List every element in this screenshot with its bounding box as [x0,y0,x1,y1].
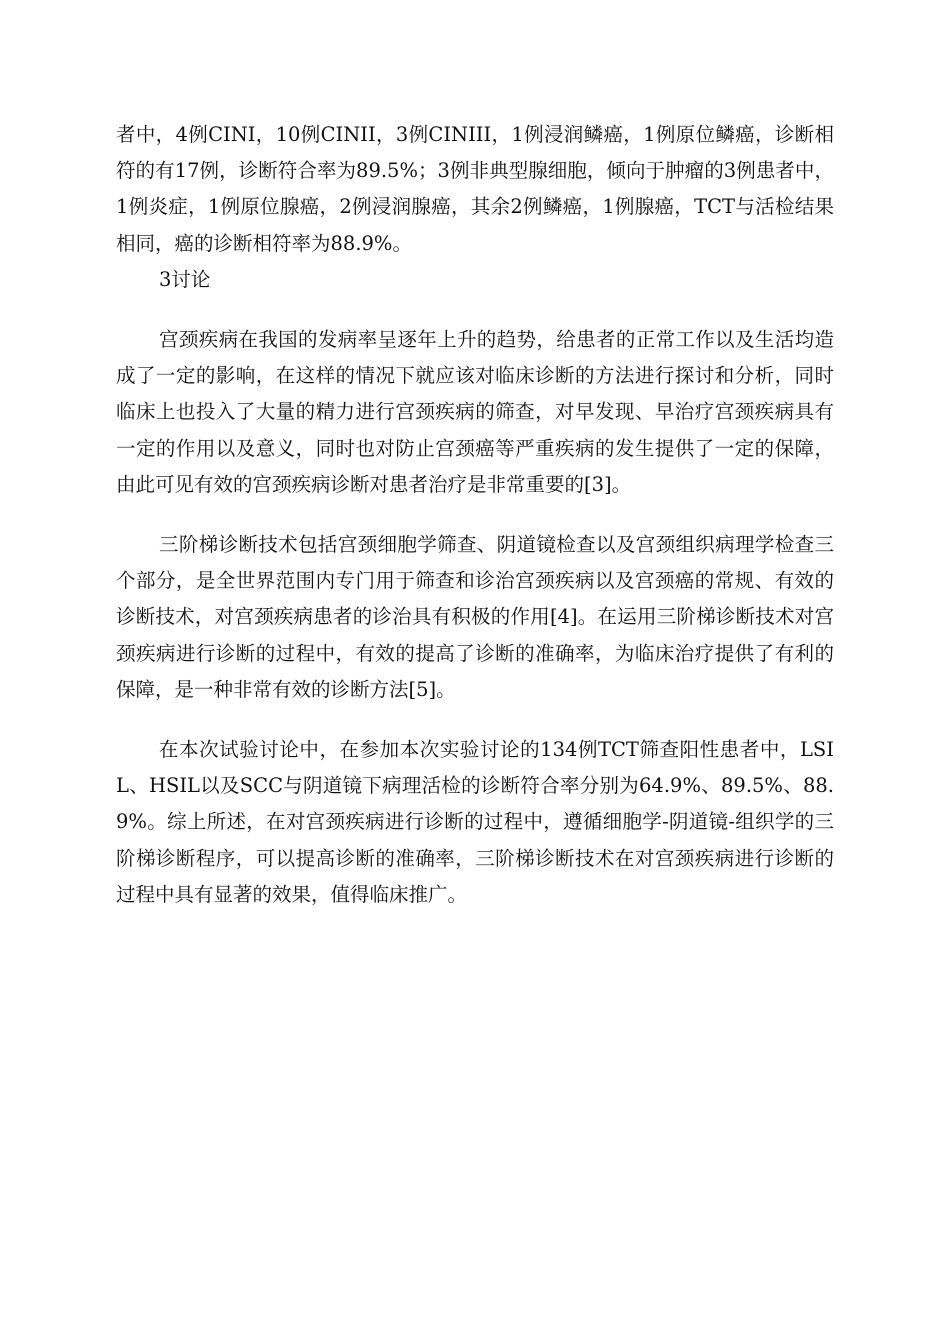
discussion-paragraph-1: 宫颈疾病在我国的发病率呈逐年上升的趋势，给患者的正常工作以及生活均造成了一定的影响，在这样的情况下就应该对临床诊断的方法进行探讨和分析，同时临床上也投入了大量的精力进行宫颈疾病的筛查，对早发现、早治疗宫颈疾病具有一定的作用以及意义，同时也对防止宫颈癌等严重疾病的发生提供了一定的保障，由此可见有效的宫颈疾病诊断对患者治疗是非常重要的[3]。 [116,328,834,496]
discussion-paragraph-2: 三阶梯诊断技术包括宫颈细胞学筛查、阴道镜检查以及宫颈组织病理学检查三个部分，是全世界范围内专门用于筛查和诊治宫颈疾病以及宫颈癌的常规、有效的诊断技术，对宫颈疾病患者的诊治具有积极的作用[4]。在运用三阶梯诊断技术对宫颈疾病进行诊断的过程中，有效的提高了诊断的准确率，为临床治疗提供了有利的保障，是一种非常有效的诊断方法[5]。 [116,533,834,701]
results-paragraph-continued: 者中，4例CINI，10例CINII，3例CINIII，1例浸润鳞癌，1例原位鳞癌，诊断相符的有17例，诊断符合率为89.5%；3例非典型腺细胞，倾向于肿瘤的3例患者中，1例炎症，1例原位腺癌，2例浸润腺癌，其余2例鳞癌，1例腺癌，TCT与活检结果相同，癌的诊断相符率为88.9%。 [116,123,834,255]
section-heading-discussion: 3讨论 [159,267,211,291]
discussion-paragraph-3: 在本次试验讨论中，在参加本次实验讨论的134例TCT筛查阳性患者中，LSIL、HSIL以及SCC与阴道镜下病理活检的诊断符合率分别为64.9%、89.5%、88.9%。综上所述，在对宫颈疾病进行诊断的过程中，遵循细胞学-阴道镜-组织学的三阶梯诊断程序，可以提高诊断的准确率，三阶梯诊断技术在对宫颈疾病进行诊断的过程中具有显著的效果，值得临床推广。 [116,738,834,906]
document-page [116,117,834,913]
